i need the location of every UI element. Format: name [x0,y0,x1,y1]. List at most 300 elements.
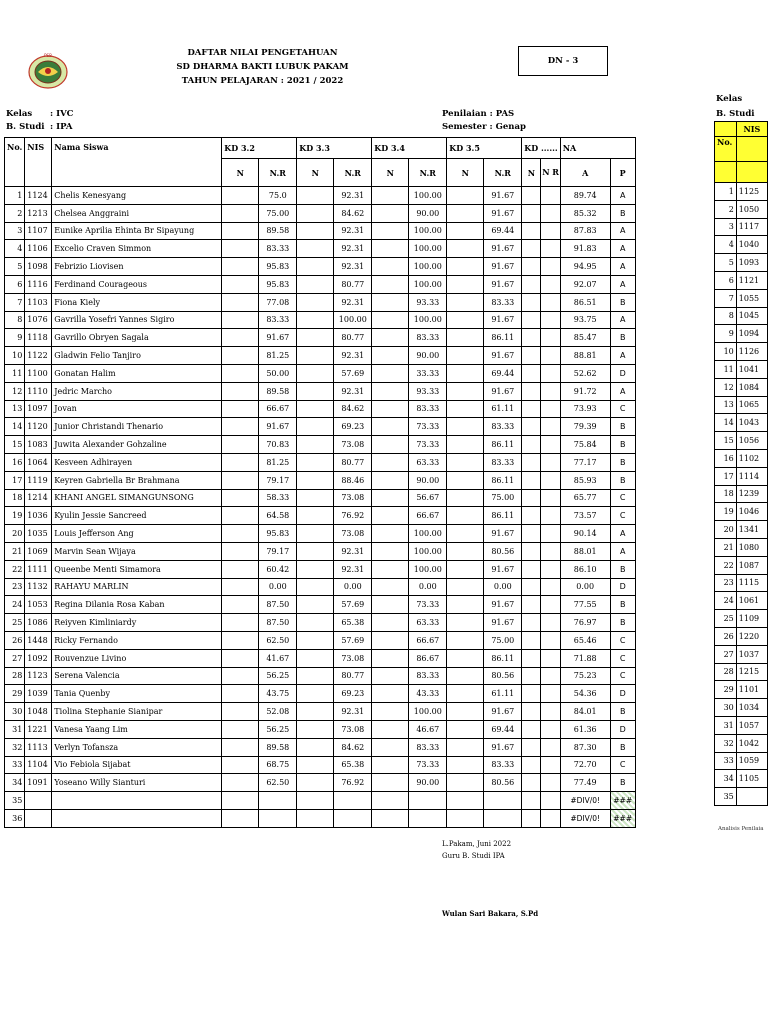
side-row-nis: 1034 [736,699,767,717]
row-nama: Febrizio Liovisen [52,258,222,276]
row-kdx-n [522,614,541,632]
side-row [715,538,768,556]
row-nis: 1107 [25,222,52,240]
kd-3-3-header: KD 3.3 [297,138,372,159]
row-kdx-nr [541,720,560,738]
row-kd35-nr: 91.67 [484,382,522,400]
row-nama: Ricky Fernando [52,631,222,649]
row-kd32-nr: 41.67 [259,649,297,667]
nr-header: N.R [259,159,297,187]
nr-header: N.R [484,159,522,187]
row-kd33-n [297,382,334,400]
row-kd32-n [222,614,259,632]
row-kd35-nr: 86.11 [484,507,522,525]
row-kd32-nr: 56.25 [259,720,297,738]
title-line-1: DAFTAR NILAI PENGETAHUAN [187,48,338,58]
side-row [715,752,768,770]
row-na-a: 0.00 [560,578,610,596]
row-kd32-nr: 95.83 [259,275,297,293]
row-na-p: B [610,596,635,614]
row-nis: 1036 [25,507,52,525]
row-nis: 1213 [25,204,52,222]
row-nama: Eunike Aprilia Ehinta Br Sipayung [52,222,222,240]
penilaian-info: Penilaian : PAS [442,109,515,119]
row-kd33-n [297,631,334,649]
row-kd32-nr: 89.58 [259,382,297,400]
row-kd35-n [447,774,484,792]
row-kdx-nr [541,578,560,596]
row-kd32-n [222,364,259,382]
row-no: 23 [5,578,25,596]
table-row [5,453,636,471]
row-nis: 1221 [25,720,52,738]
row-no: 10 [5,347,25,365]
row-kd35-n [447,738,484,756]
kd-3-4-header: KD 3.4 [372,138,447,159]
row-kd32-nr: 83.33 [259,240,297,258]
document-code-box: DN - 3 [518,46,608,76]
row-kd33-nr: 80.77 [334,667,372,685]
side-nis-header: NIS [736,122,767,137]
row-nis: 1097 [25,400,52,418]
row-na-p: C [610,649,635,667]
row-no: 34 [5,774,25,792]
row-nama: Reiyven Kimliniardy [52,614,222,632]
row-nis: 1119 [25,471,52,489]
side-row-no: 34 [715,770,737,788]
row-no: 30 [5,703,25,721]
side-row-no: 29 [715,681,737,699]
row-kd34-n [372,489,409,507]
side-row [715,360,768,378]
side-row-no: 31 [715,716,737,734]
row-kd32-n [222,525,259,543]
row-kd32-nr [259,809,297,827]
row-kdx-n [522,560,541,578]
row-kd33-nr: 80.77 [334,453,372,471]
row-kd35-nr: 83.33 [484,453,522,471]
row-kd34-nr: 93.33 [409,293,447,311]
row-kdx-nr [541,453,560,471]
row-kdx-nr [541,774,560,792]
table-row [5,187,636,205]
row-nis: 1116 [25,275,52,293]
row-kd35-nr [484,809,522,827]
row-kd33-nr: 73.08 [334,720,372,738]
row-na-a: 85.32 [560,204,610,222]
row-kd32-nr: 81.25 [259,453,297,471]
row-kd33-n [297,275,334,293]
row-kd33-n [297,525,334,543]
row-kdx-n [522,489,541,507]
row-kd35-nr: 91.67 [484,204,522,222]
nis-header: NIS [25,138,52,187]
row-kdx-n [522,542,541,560]
row-kd35-n [447,614,484,632]
row-kd34-nr: 100.00 [409,222,447,240]
row-kd34-nr: 33.33 [409,364,447,382]
row-kd33-n [297,542,334,560]
row-kd35-nr: 91.67 [484,738,522,756]
row-kdx-n [522,685,541,703]
side-kelas-label: Kelas [716,94,743,104]
row-kd33-n [297,453,334,471]
row-kd32-nr: 62.50 [259,631,297,649]
table-row [5,293,636,311]
row-na-p: D [610,685,635,703]
side-row-no: 11 [715,360,737,378]
row-kdx-nr [541,275,560,293]
row-kdx-nr [541,364,560,382]
row-kd35-nr: 80.56 [484,774,522,792]
row-kd32-n [222,436,259,454]
row-kd33-nr: 92.31 [334,382,372,400]
school-logo [24,50,72,90]
row-kd35-n [447,347,484,365]
side-row [715,627,768,645]
table-row [5,382,636,400]
row-kd32-n [222,453,259,471]
row-na-a: 76.97 [560,614,610,632]
side-row-nis: 1061 [736,592,767,610]
row-na-p: B [610,560,635,578]
row-nis: 1122 [25,347,52,365]
row-na-a: 85.47 [560,329,610,347]
row-nis [25,809,52,827]
row-kd35-nr: 80.56 [484,542,522,560]
row-na-a: 88.01 [560,542,610,560]
row-kdx-n [522,649,541,667]
side-row-nis: 1341 [736,521,767,539]
side-row [715,271,768,289]
row-kd33-n [297,436,334,454]
table-row [5,685,636,703]
row-kd34-n [372,792,409,810]
row-na-p: A [610,240,635,258]
row-kd34-nr: 90.00 [409,204,447,222]
row-no: 4 [5,240,25,258]
row-nama: Tiolina Stephanie Sianipar [52,703,222,721]
row-kd32-n [222,471,259,489]
row-nama: Serena Valencia [52,667,222,685]
row-kdx-nr [541,596,560,614]
row-kd34-n [372,293,409,311]
row-nama: Jedric Marcho [52,382,222,400]
row-kd34-nr: 100.00 [409,187,447,205]
row-kd34-nr: 73.33 [409,596,447,614]
row-kd32-n [222,222,259,240]
row-kd32-nr: 66.67 [259,400,297,418]
row-na-a: 75.84 [560,436,610,454]
table-row [5,756,636,774]
row-nama: Regina Dilania Rosa Kaban [52,596,222,614]
row-kd34-nr: 100.00 [409,560,447,578]
row-nama: Chelsea Anggraini [52,204,222,222]
row-kd33-n [297,347,334,365]
row-kd35-nr: 75.00 [484,631,522,649]
row-kd33-n [297,614,334,632]
side-row-no: 25 [715,610,737,628]
row-no: 19 [5,507,25,525]
row-nama: Ferdinand Courageous [52,275,222,293]
row-kd35-n [447,596,484,614]
row-kd32-nr: 52.08 [259,703,297,721]
table-row [5,222,636,240]
row-kd34-nr: 86.67 [409,649,447,667]
row-kdx-nr [541,311,560,329]
row-na-a: 86.51 [560,293,610,311]
row-na-a: 94.95 [560,258,610,276]
studi-label: B. Studi [6,122,45,132]
row-kd33-nr: 76.92 [334,507,372,525]
row-kd35-n [447,275,484,293]
table-row [5,792,636,810]
side-row [715,396,768,414]
row-no: 1 [5,187,25,205]
row-kd32-n [222,240,259,258]
row-kd34-n [372,703,409,721]
side-row [715,770,768,788]
row-no: 36 [5,809,25,827]
row-kdx-nr [541,685,560,703]
row-na-a: 92.07 [560,275,610,293]
n-header: N [372,159,409,187]
kd-3-5-header: KD 3.5 [447,138,522,159]
row-kd32-n [222,792,259,810]
row-kd35-nr: 91.67 [484,596,522,614]
row-na-p: A [610,187,635,205]
row-kdx-nr [541,792,560,810]
side-row-nis: 1102 [736,449,767,467]
sign-role: Guru B. Studi IPA [442,852,505,860]
row-nis: 1086 [25,614,52,632]
row-kd33-nr: 92.31 [334,293,372,311]
table-row [5,275,636,293]
row-nama: Vanesa Yaang Lim [52,720,222,738]
side-row-nis: 1126 [736,343,767,361]
row-kd34-nr: 63.33 [409,614,447,632]
row-kd34-nr: 46.67 [409,720,447,738]
row-no: 24 [5,596,25,614]
row-na-a: 91.72 [560,382,610,400]
table-row [5,738,636,756]
row-kd34-n [372,720,409,738]
row-na-p: D [610,364,635,382]
row-nis: 1091 [25,774,52,792]
row-kd35-n [447,436,484,454]
row-kd33-nr: 92.31 [334,187,372,205]
side-footer-note: Analisis Penilaia [718,826,764,832]
side-table-body [715,122,768,806]
side-row-nis: 1043 [736,414,767,432]
p-header: P [610,159,635,187]
row-kd32-nr: 50.00 [259,364,297,382]
row-nama: Tania Quenby [52,685,222,703]
row-kdx-n [522,525,541,543]
row-kd35-n [447,489,484,507]
row-kd33-nr: 84.62 [334,400,372,418]
row-nis: 1104 [25,756,52,774]
row-nis [25,792,52,810]
row-no: 16 [5,453,25,471]
row-kdx-nr [541,187,560,205]
row-kd32-n [222,756,259,774]
row-kdx-nr [541,258,560,276]
row-no: 26 [5,631,25,649]
side-row-no: 24 [715,592,737,610]
row-nama: Yoseano Willy Sianturi [52,774,222,792]
side-row-nis: 1109 [736,610,767,628]
row-kdx-n [522,471,541,489]
row-na-a: 73.93 [560,400,610,418]
row-nis: 1039 [25,685,52,703]
row-kd34-nr: 66.67 [409,631,447,649]
row-kd35-nr: 80.56 [484,667,522,685]
row-kd33-nr: 57.69 [334,631,372,649]
row-kd35-n [447,382,484,400]
side-row [715,343,768,361]
row-kdx-n [522,293,541,311]
row-kd34-nr: 83.33 [409,329,447,347]
row-kd35-n [447,364,484,382]
row-kd35-n [447,187,484,205]
row-no: 20 [5,525,25,543]
row-na-a: 89.74 [560,187,610,205]
row-kdx-n [522,311,541,329]
row-kd34-n [372,738,409,756]
row-na-a: #DIV/0! [560,792,610,810]
row-kd33-n [297,222,334,240]
row-nama: Junior Christandi Thenario [52,418,222,436]
side-row [715,734,768,752]
side-row [715,236,768,254]
side-row [715,325,768,343]
row-kd35-n [447,685,484,703]
row-kd32-n [222,418,259,436]
row-kd32-nr: 89.58 [259,222,297,240]
side-row-no: 12 [715,378,737,396]
row-kdx-n [522,453,541,471]
table-row [5,542,636,560]
row-kd35-n [447,471,484,489]
grade-table-body [5,187,636,828]
row-kd34-n [372,258,409,276]
row-kd35-nr: 83.33 [484,293,522,311]
row-kdx-n [522,204,541,222]
side-row-no: 10 [715,343,737,361]
row-kd33-n [297,809,334,827]
row-kd35-nr: 91.67 [484,275,522,293]
row-kd33-nr: 92.31 [334,703,372,721]
table-row [5,311,636,329]
title-line-3: TAHUN PELAJARAN : 2021 / 2022 [181,76,344,86]
table-row [5,578,636,596]
row-kd32-n [222,293,259,311]
side-row-nis: 1094 [736,325,767,343]
side-row-no: 5 [715,254,737,272]
row-kdx-n [522,382,541,400]
row-kd32-n [222,631,259,649]
row-no: 14 [5,418,25,436]
row-kd32-n [222,347,259,365]
row-kd35-n [447,293,484,311]
row-kd34-n [372,311,409,329]
a-header: A [560,159,610,187]
side-no-header: No. [715,137,737,162]
title-line-2: SD DHARMA BAKTI LUBUK PAKAM [176,62,349,72]
side-row-no: 7 [715,289,737,307]
row-nis: 1118 [25,329,52,347]
row-kd33-n [297,204,334,222]
row-kdx-n [522,364,541,382]
row-kd35-nr: 91.67 [484,525,522,543]
row-kdx-n [522,507,541,525]
row-kd34-nr: 63.33 [409,453,447,471]
row-kd33-nr [334,809,372,827]
row-no: 35 [5,792,25,810]
row-kd35-n [447,720,484,738]
table-row [5,596,636,614]
side-row-no: 18 [715,485,737,503]
row-nis: 1092 [25,649,52,667]
row-kdx-n [522,703,541,721]
row-kd33-n [297,240,334,258]
row-no: 31 [5,720,25,738]
row-kd32-n [222,738,259,756]
row-kdx-nr [541,240,560,258]
row-kd34-nr: 66.67 [409,507,447,525]
side-row-no: 22 [715,556,737,574]
row-kdx-n [522,631,541,649]
row-kd34-n [372,649,409,667]
row-kd35-n [447,400,484,418]
row-na-a: 79.39 [560,418,610,436]
side-row-nis: 1042 [736,734,767,752]
side-row-nis: 1050 [736,200,767,218]
side-row-no: 3 [715,218,737,236]
row-kd34-nr: 100.00 [409,542,447,560]
row-kd32-nr: 79.17 [259,542,297,560]
row-nis: 1123 [25,667,52,685]
row-nama: Jovan [52,400,222,418]
row-kd33-nr: 65.38 [334,756,372,774]
row-kd32-n [222,649,259,667]
side-row-no: 16 [715,449,737,467]
side-row-no: 4 [715,236,737,254]
row-kd33-nr: 69.23 [334,685,372,703]
row-na-p: ### [610,809,635,827]
row-kd35-n [447,311,484,329]
row-nama: Kesveen Adhirayen [52,453,222,471]
row-kdx-n [522,596,541,614]
row-kd34-n [372,347,409,365]
side-row-no: 13 [715,396,737,414]
row-kd33-n [297,738,334,756]
row-kdx-nr [541,293,560,311]
row-kd34-n [372,614,409,632]
row-kd32-n [222,258,259,276]
row-kd34-n [372,756,409,774]
row-kd33-n [297,649,334,667]
row-kdx-nr [541,489,560,507]
row-kd35-nr: 86.11 [484,649,522,667]
row-kdx-nr [541,614,560,632]
side-row [715,183,768,201]
side-row-no: 20 [715,521,737,539]
table-row [5,809,636,827]
side-row-nis: 1080 [736,538,767,556]
row-kd35-nr: 86.11 [484,436,522,454]
